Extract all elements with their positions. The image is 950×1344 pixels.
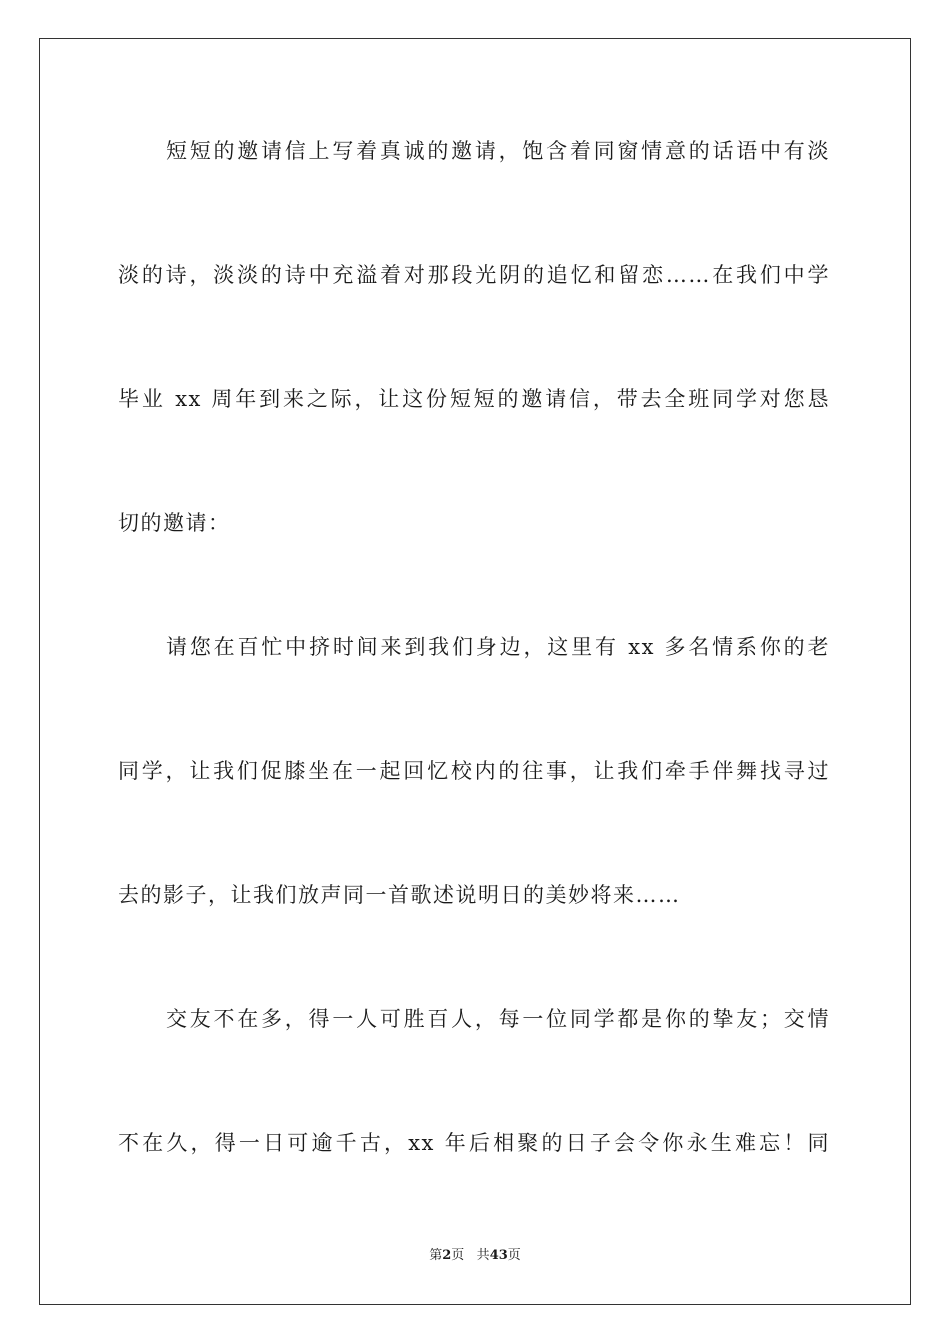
text-line: 毕业 xx 周年到来之际，让这份短短的邀请信，带去全班同学对您恳 (118, 387, 830, 411)
text-line: 不在久，得一日可逾千古，xx 年后相聚的日子会令你永生难忘！同 (118, 1131, 830, 1155)
current-page-number: 2 (442, 1248, 452, 1263)
text-line: 交友不在多，得一人可胜百人，每一位同学都是你的挚友；交情 (166, 1007, 830, 1031)
page-frame (39, 38, 911, 1305)
text-line: 切的邀请： (118, 511, 231, 535)
footer-total-prefix: 共 (476, 1248, 490, 1263)
text-line: 同学，让我们促膝坐在一起回忆校内的往事，让我们牵手伴舞找寻过 (118, 759, 830, 783)
footer-total-suffix: 页 (507, 1248, 521, 1263)
page-footer (0, 1247, 950, 1265)
text-line: 去的影子，让我们放声同一首歌述说明日的美妙将来…… (118, 883, 681, 907)
total-pages-number: 43 (489, 1248, 508, 1263)
text-line: 淡的诗，淡淡的诗中充溢着对那段光阴的追忆和留恋……在我们中学 (118, 263, 830, 287)
footer-prefix: 第 (429, 1248, 443, 1263)
footer-page-suffix: 页 (451, 1248, 465, 1263)
text-line: 请您在百忙中挤时间来到我们身边，这里有 xx 多名情系你的老 (166, 635, 830, 659)
text-line: 短短的邀请信上写着真诚的邀请，饱含着同窗情意的话语中有淡 (166, 139, 830, 163)
